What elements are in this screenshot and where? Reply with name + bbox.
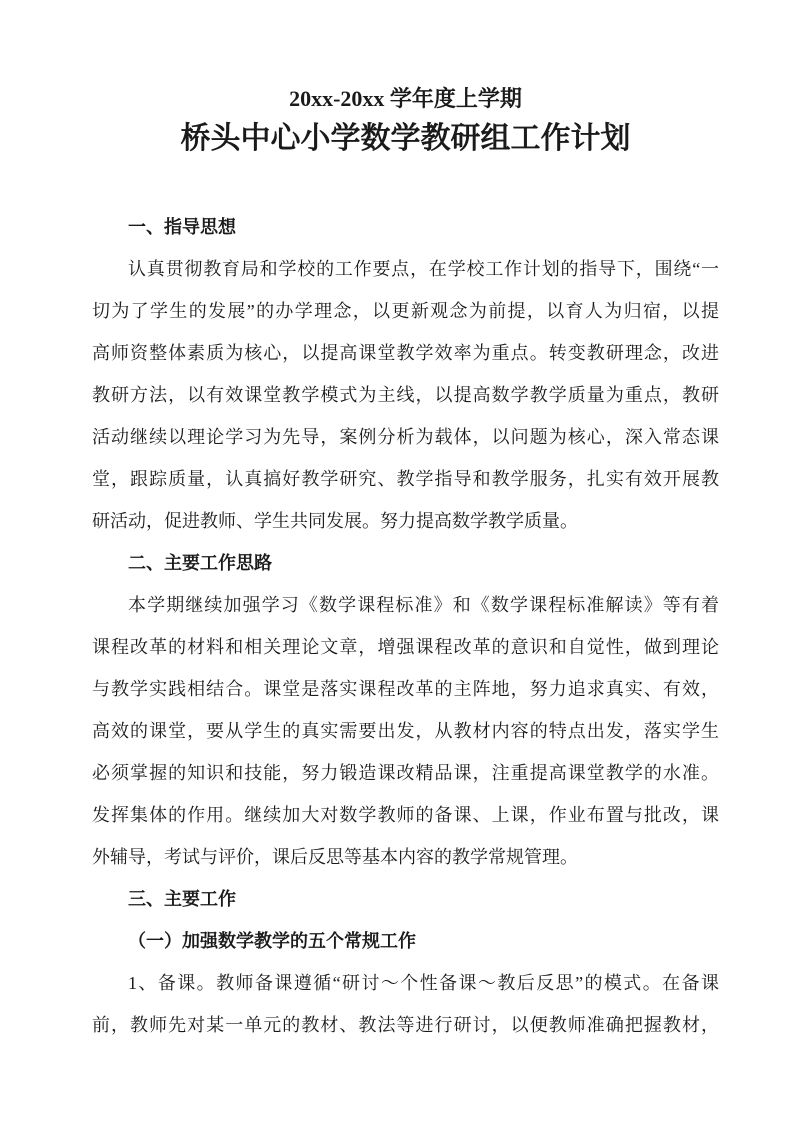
paragraph-line: 切为了学生的发展”的办学理念，以更新观念为前提，以育人为归宿，以提 — [92, 301, 719, 321]
paragraph-line: 与教学实践相结合。课堂是落实课程改革的主阵地，努力追求真实、有效， — [92, 679, 719, 699]
paragraph-line: 课程改革的材料和相关理论文章，增强课程改革的意识和自觉性，做到理论 — [92, 637, 719, 657]
document-title-line1: 20xx-20xx 学年度上学期 — [289, 86, 522, 111]
paragraph-line: 活动继续以理论学习为先导，案例分析为载体，以问题为核心，深入常态课 — [92, 427, 719, 447]
paragraph-line: 堂，跟踪质量，认真搞好教学研究、教学指导和教学服务，扎实有效开展教 — [92, 469, 719, 489]
paragraph-line: 高效的课堂，要从学生的真实需要出发，从教材内容的特点出发，落实学生 — [92, 721, 719, 741]
paragraph-line: 1、备课。教师备课遵循“研讨～个性备课～教后反思”的模式。在备课 — [128, 973, 719, 993]
paragraph-line: 发挥集体的作用。继续加大对数学教师的备课、上课，作业布置与批改，课 — [92, 805, 719, 825]
paragraph-line: 研活动，促进教师、学生共同发展。努力提高数学教学质量。 — [92, 511, 578, 531]
paragraph-line: 必须掌握的知识和技能，努力锻造课改精品课，注重提高课堂教学的水准。 — [92, 763, 719, 783]
paragraph-line: 高师资整体素质为核心，以提高课堂教学效率为重点。转变教研理念，改进 — [92, 343, 719, 363]
paragraph-line: 教研方法，以有效课堂教学模式为主线，以提高数学教学质量为重点，教研 — [92, 385, 719, 405]
document-title-line2: 桥头中心小学数学教研组工作计划 — [180, 122, 631, 155]
paragraph-line: 认真贯彻教育局和学校的工作要点，在学校工作计划的指导下，围绕“一 — [128, 259, 719, 279]
section-heading: 一、指导思想 — [128, 217, 236, 237]
section-heading: 二、主要工作思路 — [128, 553, 272, 573]
paragraph-line: 前，教师先对某一单元的教材、教法等进行研讨，以便教师准确把握教材， — [92, 1015, 719, 1035]
section-heading: 三、主要工作 — [128, 889, 236, 909]
paragraph-line: 外辅导，考试与评价，课后反思等基本内容的教学常规管理。 — [92, 847, 578, 867]
paragraph-line: 本学期继续加强学习《数学课程标准》和《数学课程标准解读》等有着 — [128, 595, 719, 615]
document-body — [92, 206, 719, 1046]
sub-section-heading: （一）加强数学教学的五个常规工作 — [128, 931, 416, 951]
document-content — [92, 82, 719, 1046]
